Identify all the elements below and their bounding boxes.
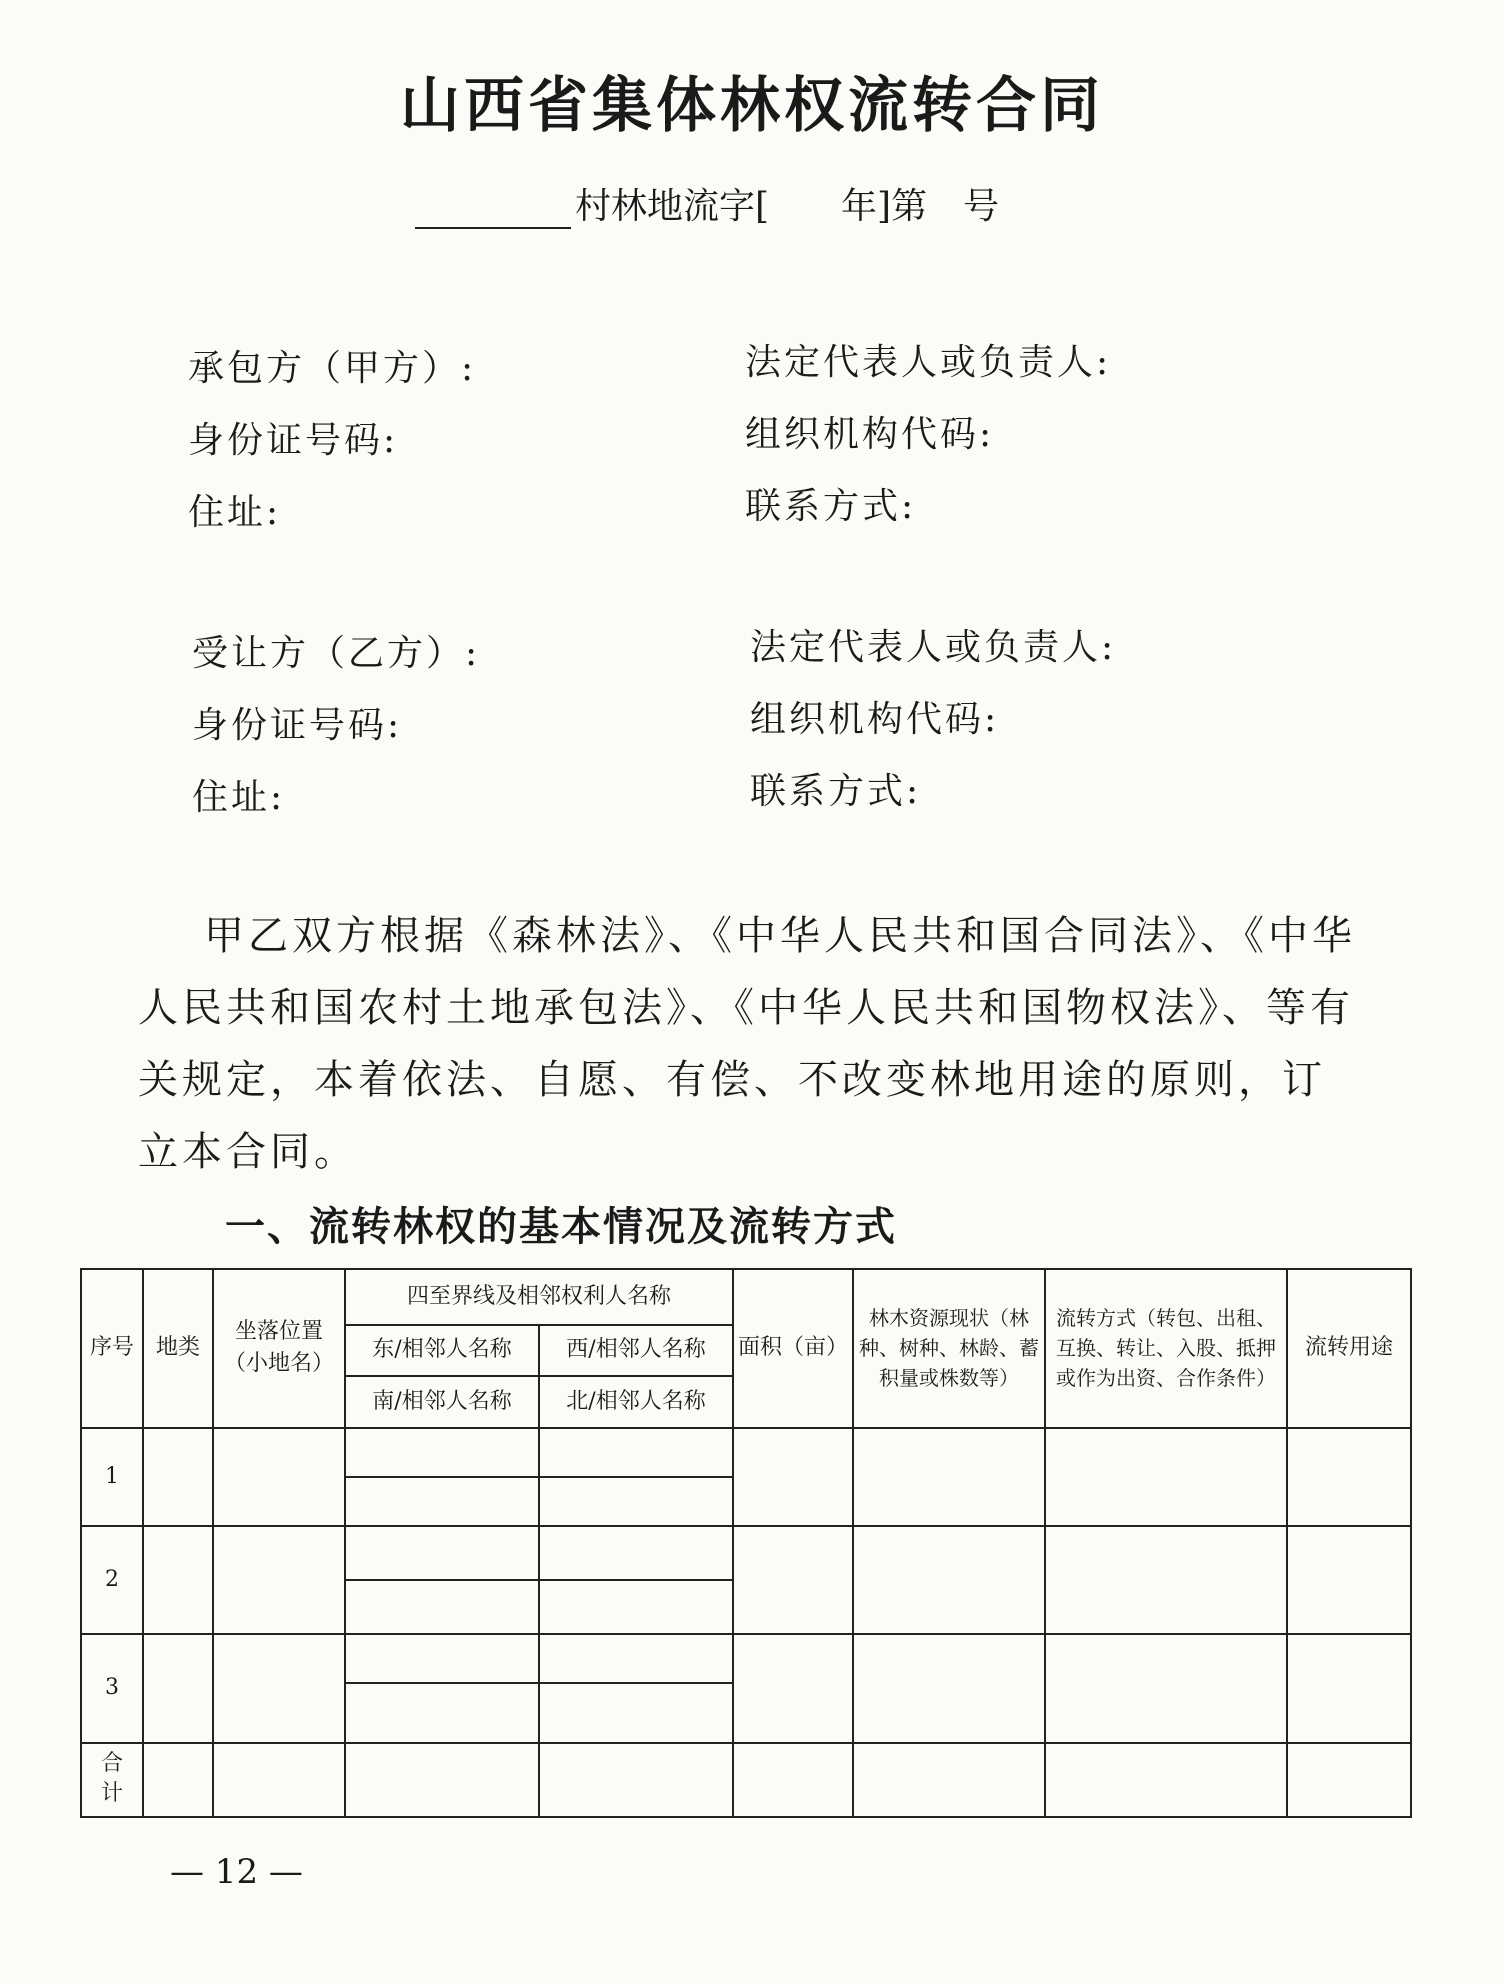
party-a-name-label: 承包方（甲方）: — [188, 348, 477, 389]
header-area: 面积（亩） — [733, 1269, 853, 1428]
row-1-land-type-cell[interactable] — [143, 1428, 213, 1527]
row-1-north-cell[interactable] — [539, 1477, 733, 1526]
row-2-location-cell[interactable] — [213, 1526, 345, 1633]
row-3-north-cell[interactable] — [539, 1683, 733, 1743]
header-location: 坐落位置（小地名） — [213, 1269, 345, 1428]
row-3-seq: 3 — [81, 1634, 143, 1743]
total-use-cell[interactable] — [1287, 1743, 1411, 1817]
row-1-location-cell[interactable] — [213, 1428, 345, 1527]
total-method-cell[interactable] — [1045, 1743, 1287, 1817]
row-1-area-cell[interactable] — [733, 1428, 853, 1527]
row-3-land-type-cell[interactable] — [143, 1634, 213, 1743]
party-a-org-label: 组织机构代码: — [745, 414, 995, 455]
forest-rights-table — [80, 1268, 1412, 1818]
party-b-org-label: 组织机构代码: — [750, 699, 1000, 740]
row-3-west-cell[interactable] — [539, 1634, 733, 1683]
party-a-address-label: 住址: — [188, 492, 282, 533]
page-number: — 12 — — [170, 1852, 303, 1892]
row-3-use-cell[interactable] — [1287, 1634, 1411, 1743]
party-b-contact-label: 联系方式: — [750, 771, 922, 812]
document-title: 山西省集体林权流转合同 — [400, 71, 1104, 141]
row-2-method-cell[interactable] — [1045, 1526, 1287, 1633]
row-1-resource-cell[interactable] — [853, 1428, 1045, 1527]
row-2-land-type-cell[interactable] — [143, 1526, 213, 1633]
row-2-seq: 2 — [81, 1526, 143, 1633]
row-1-method-cell[interactable] — [1045, 1428, 1287, 1527]
contract-number-text-2: 年]第 — [841, 186, 928, 227]
row-2-east-cell[interactable] — [345, 1526, 539, 1580]
header-east: 东/相邻人名称 — [345, 1325, 539, 1377]
row-2-south-cell[interactable] — [345, 1580, 539, 1634]
row-2-resource-cell[interactable] — [853, 1526, 1045, 1633]
row-2-use-cell[interactable] — [1287, 1526, 1411, 1633]
header-land-type: 地类 — [143, 1269, 213, 1428]
header-seq: 序号 — [81, 1269, 143, 1428]
party-a-id-label: 身份证号码: — [188, 420, 399, 461]
row-1-seq: 1 — [81, 1428, 143, 1527]
total-location-cell[interactable] — [213, 1743, 345, 1817]
row-2-area-cell[interactable] — [733, 1526, 853, 1633]
party-b-rep-label: 法定代表人或负责人: — [750, 627, 1117, 668]
section-1-title: 一、流转林权的基本情况及流转方式 — [225, 1204, 897, 1250]
header-method: 流转方式（转包、出租、互换、转让、入股、抵押或作为出资、合作条件） — [1045, 1269, 1287, 1428]
header-south: 南/相邻人名称 — [345, 1376, 539, 1428]
party-b-name-label: 受让方（乙方）: — [192, 633, 481, 674]
row-1-south-cell[interactable] — [345, 1477, 539, 1526]
header-resource: 林木资源现状（林种、树种、林龄、蓄积量或株数等） — [853, 1269, 1045, 1428]
total-land-type-cell[interactable] — [143, 1743, 213, 1817]
intro-paragraph — [138, 900, 1358, 1188]
row-3-area-cell[interactable] — [733, 1634, 853, 1743]
header-use: 流转用途 — [1287, 1269, 1411, 1428]
village-name-blank[interactable] — [415, 193, 571, 229]
party-b-id-label: 身份证号码: — [192, 705, 403, 746]
intro-paragraph-text: 甲乙双方根据《森林法》、《中华人民共和国合同法》、《中华人民共和国农村土地承包法》、《中华人民共和国物权法》、等有关规定，本着依法、自愿、有偿、不改变林地用途的原则，订立本合同。 — [138, 913, 1356, 1175]
header-west: 西/相邻人名称 — [539, 1325, 733, 1377]
party-a-rep-label: 法定代表人或负责人: — [745, 342, 1112, 383]
row-3-east-cell[interactable] — [345, 1634, 539, 1683]
row-3-method-cell[interactable] — [1045, 1634, 1287, 1743]
row-2-west-cell[interactable] — [539, 1526, 733, 1580]
total-resource-cell[interactable] — [853, 1743, 1045, 1817]
row-3-resource-cell[interactable] — [853, 1634, 1045, 1743]
party-a-contact-label: 联系方式: — [745, 486, 917, 527]
contract-number-line — [415, 178, 999, 229]
row-1-west-cell[interactable] — [539, 1428, 733, 1477]
total-label-text: 合计 — [100, 1751, 123, 1807]
contract-number-text-3: 号 — [963, 186, 1000, 227]
row-1-east-cell[interactable] — [345, 1428, 539, 1477]
row-3-south-cell[interactable] — [345, 1683, 539, 1743]
party-b-address-label: 住址: — [192, 777, 286, 818]
header-boundary: 四至界线及相邻权利人名称 — [345, 1269, 733, 1325]
row-3-location-cell[interactable] — [213, 1634, 345, 1743]
contract-number-text-1: 村林地流字[ — [575, 186, 770, 227]
total-west-cell[interactable] — [539, 1743, 733, 1817]
total-east-cell[interactable] — [345, 1743, 539, 1817]
row-2-north-cell[interactable] — [539, 1580, 733, 1634]
total-area-cell[interactable] — [733, 1743, 853, 1817]
row-1-use-cell[interactable] — [1287, 1428, 1411, 1527]
header-north: 北/相邻人名称 — [539, 1376, 733, 1428]
total-label — [81, 1743, 143, 1817]
